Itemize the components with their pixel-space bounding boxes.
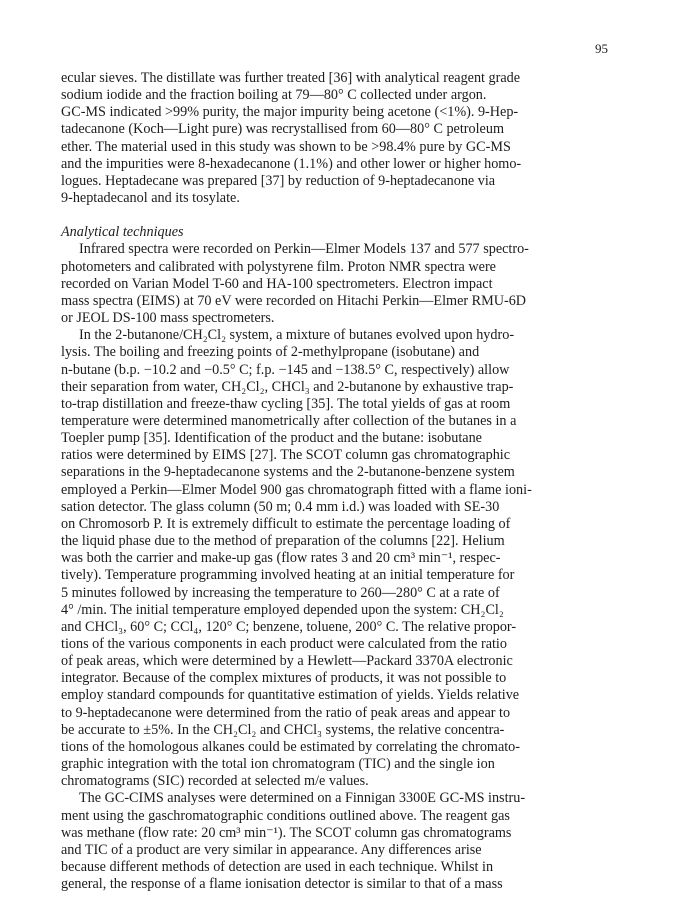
text-line: GC-MS indicated >99% purity, the major impurity being acetone (<1%). 9-Hep- bbox=[61, 104, 519, 121]
text-line: their separation from water, CH₂Cl₂, CHCl₃ and 2-butanone by exhaustive trap- bbox=[61, 378, 514, 395]
text-line: ecular sieves. The distillate was further treated [36] with analytical reagent grade bbox=[61, 70, 521, 86]
text-line: ether. The material used in this study was shown to be >98.4% pure by GC-MS bbox=[61, 138, 511, 155]
text-line: tadecanone (Koch—Light pure) was recrystallised from 60—80° C petroleum bbox=[61, 121, 504, 138]
text-line: n-butane (b.p. −10.2 and −0.5° C; f.p. −145 and −138.5° C, respectively) allow bbox=[61, 361, 510, 378]
text-line: The GC-CIMS analyses were determined on a Finnigan 3300E GC-MS instru- bbox=[79, 790, 526, 807]
text-line: temperature were determined manometrically after collection of the butanes in a bbox=[61, 412, 517, 429]
text-line: 4° /min. The initial temperature employed depended upon the system: CH₂Cl₂ bbox=[61, 601, 504, 618]
text-line: mass spectra (EIMS) at 70 eV were recorded on Hitachi Perkin—Elmer RMU-6D bbox=[61, 292, 527, 309]
paragraph-gc-methods bbox=[61, 327, 627, 790]
text-line: or JEOL DS-100 mass spectrometers. bbox=[61, 310, 275, 327]
text-line: integrator. Because of the complex mixtures of products, it was not possible to bbox=[61, 670, 507, 687]
text-line: on Chromosorb P. It is extremely difficult to estimate the percentage loading of bbox=[61, 515, 511, 532]
text-line: be accurate to ±5%. In the CH₂Cl₂ and CHCl₃ systems, the relative concentra- bbox=[61, 721, 505, 738]
page-body bbox=[61, 70, 627, 893]
text-line: graphic integration with the total ion chromatogram (TIC) and the single ion bbox=[61, 756, 495, 773]
text-line: tively). Temperature programming involved heating at an initial temperature for bbox=[61, 567, 515, 584]
text-line: of peak areas, which were determined by a Hewlett—Packard 3370A electronic bbox=[61, 653, 513, 670]
text-line: Toepler pump [35]. Identification of the product and the butane: isobutane bbox=[61, 430, 482, 447]
text-line: tions of the various components in each product were calculated from the ratio bbox=[61, 636, 507, 652]
page-number: 95 bbox=[595, 41, 608, 56]
text-line: recorded on Varian Model T-60 and HA-100 spectrometers. Electron impact bbox=[61, 275, 493, 292]
text-line: logues. Heptadecane was prepared [37] by reduction of 9-heptadecanone via bbox=[61, 172, 496, 189]
text-line: and the impurities were 8-hexadecanone (1.1%) and other lower or higher homo- bbox=[61, 155, 522, 172]
text-line: was both the carrier and make-up gas (flow rates 3 and 20 cm³ min⁻¹, respec- bbox=[61, 550, 501, 567]
text-line: sation detector. The glass column (50 m; 0.4 mm i.d.) was loaded with SE-30 bbox=[61, 498, 500, 515]
text-line: sodium iodide and the fraction boiling at 79—80° C collected under argon. bbox=[61, 87, 487, 104]
text-line: lysis. The boiling and freezing points of 2-methylpropane (isobutane) and bbox=[61, 344, 480, 361]
section-heading: Analytical techniques bbox=[61, 224, 184, 241]
text-line: tions of the homologous alkanes could be estimated by correlating the chromato- bbox=[61, 738, 521, 755]
text-line: employed a Perkin—Elmer Model 900 gas chromatograph fitted with a flame ioni- bbox=[61, 481, 532, 498]
paragraph-gc-cims bbox=[61, 790, 627, 893]
paragraph-instruments bbox=[61, 241, 627, 327]
text-line: 9-heptadecanol and its tosylate. bbox=[61, 190, 240, 207]
text-line: the liquid phase due to the method of preparation of the columns [22]. Helium bbox=[61, 533, 505, 550]
text-line: was methane (flow rate: 20 cm³ min⁻¹). The SCOT column gas chromatograms bbox=[61, 824, 512, 841]
text-line: ratios were determined by EIMS [27]. The SCOT column gas chromatographic bbox=[61, 447, 511, 464]
text-line: because different methods of detection are used in each technique. Whilst in bbox=[61, 859, 494, 876]
text-line: and CHCl₃, 60° C; CCl₄, 120° C; benzene, toluene, 200° C. The relative propor- bbox=[61, 618, 517, 635]
text-line: employ standard compounds for quantitative estimation of yields. Yields relative bbox=[61, 687, 520, 704]
text-line: Infrared spectra were recorded on Perkin—Elmer Models 137 and 577 spectro- bbox=[79, 241, 529, 258]
text-line: chromatograms (SIC) recorded at selected m/e values. bbox=[61, 773, 369, 790]
text-line: to 9-heptadecanone were determined from the ratio of peak areas and appear to bbox=[61, 704, 511, 721]
text-line: 5 minutes followed by increasing the temperature to 260—280° C at a rate of bbox=[61, 584, 500, 601]
paragraph-materials bbox=[61, 70, 627, 207]
text-line: to-trap distillation and freeze-thaw cycling [35]. The total yields of gas at room bbox=[61, 395, 511, 412]
text-line: separations in the 9-heptadecanone systems and the 2-butanone-benzene system bbox=[61, 464, 515, 481]
text-line: In the 2-butanone/CH₂Cl₂ system, a mixture of butanes evolved upon hydro- bbox=[79, 327, 515, 344]
text-line: general, the response of a flame ionisation detector is similar to that of a mass bbox=[61, 876, 503, 893]
text-line: ment using the gaschromatographic conditions outlined above. The reagent gas bbox=[61, 807, 510, 824]
text-line: and TIC of a product are very similar in appearance. Any differences arise bbox=[61, 841, 482, 858]
text-line: photometers and calibrated with polystyrene film. Proton NMR spectra were bbox=[61, 258, 496, 275]
